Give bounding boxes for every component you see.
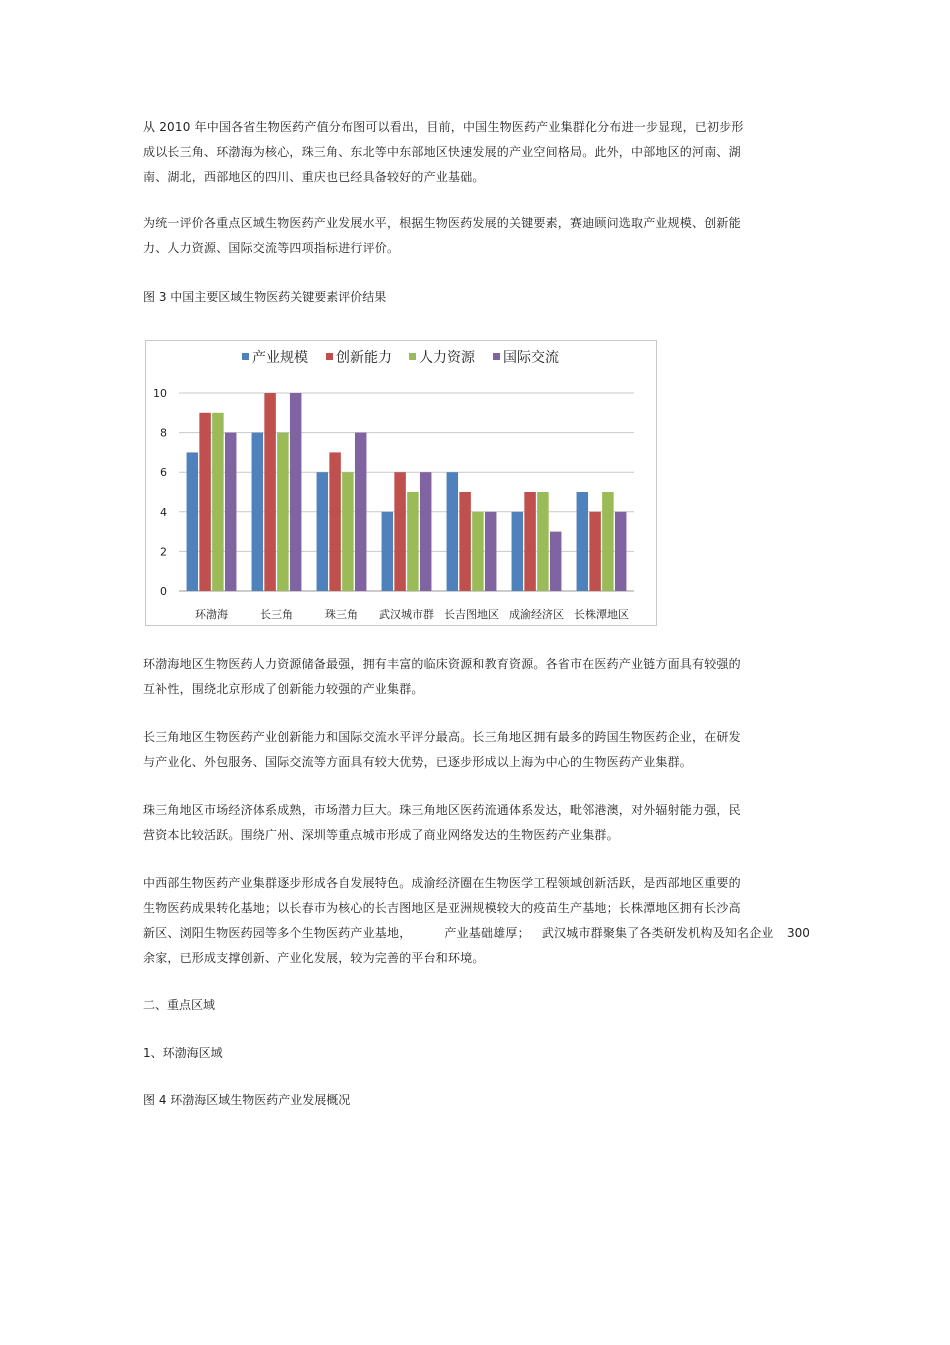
x-category-label: 长三角 bbox=[260, 608, 293, 621]
bar bbox=[199, 413, 211, 591]
text-number-300: 300 bbox=[787, 926, 810, 940]
section-heading-key-regions: 二、重点区域 bbox=[143, 998, 216, 1012]
chart-bars bbox=[187, 393, 627, 591]
legend-label: 人力资源 bbox=[419, 350, 475, 366]
paragraph-evaluation bbox=[143, 211, 743, 261]
bar bbox=[382, 512, 394, 591]
text-segment: 武汉城市群聚集了各类研发机构及知名企业 bbox=[541, 926, 774, 940]
chart-x-axis bbox=[195, 607, 629, 621]
text-segment: 产业基础雄厚； bbox=[444, 926, 530, 940]
bar bbox=[187, 452, 199, 591]
x-category-label: 成渝经济区 bbox=[509, 608, 564, 621]
legend-label: 产业规模 bbox=[252, 350, 308, 366]
bar bbox=[407, 492, 419, 591]
legend-swatch bbox=[409, 353, 416, 360]
bar bbox=[447, 472, 459, 591]
bar bbox=[290, 393, 302, 591]
y-tick-label: 0 bbox=[160, 585, 167, 598]
legend-label: 创新能力 bbox=[336, 350, 392, 366]
bar bbox=[550, 532, 562, 591]
x-category-label: 环渤海 bbox=[195, 608, 228, 621]
y-tick-label: 2 bbox=[160, 545, 167, 559]
text-line: 生物医药成果转化基地；以长春市为核心的长吉图地区是亚洲规模较大的疫苗生产基地；长株潭地区拥有长沙高 bbox=[143, 901, 741, 915]
bar bbox=[264, 393, 276, 591]
bar bbox=[342, 472, 354, 591]
text-line: 互补性，围绕北京形成了创新能力较强的产业集群。 bbox=[143, 682, 424, 696]
bar bbox=[355, 433, 367, 591]
text-line: 环渤海地区生物医药人力资源储备最强，拥有丰富的临床资源和教育资源。各省市在医药产业链方面具有较强的 bbox=[143, 657, 741, 671]
bar bbox=[589, 512, 601, 591]
text-line: 营资本比较活跃。围绕广州、深圳等重点城市形成了商业网络发达的生物医药产业集群。 bbox=[143, 828, 619, 842]
chart-grid bbox=[179, 393, 634, 591]
bar-chart-svg bbox=[146, 341, 656, 625]
x-category-label: 武汉城市群 bbox=[379, 608, 434, 621]
bar bbox=[420, 472, 432, 591]
paragraph-huanbohai bbox=[143, 652, 743, 702]
bar bbox=[317, 472, 329, 591]
paragraph-intro bbox=[143, 115, 743, 190]
bar bbox=[277, 433, 289, 591]
text-segment: 新区、浏阳生物医药园等多个生物医药产业基地， bbox=[143, 926, 412, 940]
text-line: 余家，已形成支撑创新、产业化发展，较为完善的平台和环境。 bbox=[143, 951, 485, 965]
bar bbox=[524, 492, 536, 591]
y-tick-label: 10 bbox=[153, 387, 167, 400]
bar bbox=[472, 512, 484, 591]
text-line: 长三角地区生物医药产业创新能力和国际交流水平评分最高。长三角地区拥有最多的跨国生物医药企业，在研发 bbox=[143, 730, 741, 744]
bar bbox=[252, 433, 263, 591]
bar bbox=[459, 492, 471, 591]
section-heading-huanbohai: 1、环渤海区域 bbox=[143, 1046, 223, 1060]
paragraph-changsanjiao bbox=[143, 725, 743, 775]
bar bbox=[329, 452, 341, 591]
figure-3-caption: 图 3 中国主要区域生物医药关键要素评价结果 bbox=[143, 290, 387, 304]
bar bbox=[615, 512, 627, 591]
text-line: 与产业化、外包服务、国际交流等方面具有较大优势，已逐步形成以上海为中心的生物医药产业集群。 bbox=[143, 755, 693, 769]
legend-swatch bbox=[493, 353, 500, 360]
text-line: 成以长三角、环渤海为核心，珠三角、东北等中东部地区快速发展的产业空间格局。此外，中部地区的河南、湖 bbox=[143, 145, 741, 159]
text-line: 为统一评价各重点区域生物医药产业发展水平，根据生物医药发展的关键要素，赛迪顾问选取产业规模、创新能 bbox=[143, 216, 741, 230]
text-line: 珠三角地区市场经济体系成熟，市场潜力巨大。珠三角地区医药流通体系发达，毗邻港澳，对外辐射能力强，民 bbox=[143, 803, 741, 817]
x-category-label: 长吉图地区 bbox=[444, 608, 499, 621]
y-tick-label: 4 bbox=[160, 505, 167, 519]
bar bbox=[225, 433, 237, 591]
chart-legend bbox=[242, 349, 559, 366]
text-line: 南、湖北，西部地区的四川、重庆也已经具备较好的产业基础。 bbox=[143, 170, 485, 184]
bar bbox=[394, 472, 406, 591]
text-line: 中西部生物医药产业集群逐步形成各自发展特色。成渝经济圈在生物医学工程领域创新活跃，是西部地区重要的 bbox=[143, 876, 741, 890]
legend-swatch bbox=[242, 353, 249, 360]
text-line bbox=[143, 921, 803, 946]
bar bbox=[577, 492, 589, 591]
bar bbox=[537, 492, 549, 591]
paragraph-zhongxibu bbox=[143, 871, 803, 971]
x-category-label: 珠三角 bbox=[325, 608, 358, 621]
y-tick-label: 8 bbox=[160, 426, 167, 440]
x-category-label: 长株潭地区 bbox=[574, 608, 629, 621]
text-line: 从 2010 年中国各省生物医药产值分布图可以看出，目前，中国生物医药产业集群化分布进一步显现，已初步形 bbox=[143, 120, 744, 134]
legend-swatch bbox=[326, 353, 333, 360]
bar-chart bbox=[145, 340, 657, 626]
y-tick-label: 6 bbox=[160, 466, 167, 480]
bar bbox=[602, 492, 614, 591]
bar bbox=[485, 512, 497, 591]
chart-y-axis bbox=[153, 387, 167, 598]
figure-4-caption: 图 4 环渤海区域生物医药产业发展概况 bbox=[143, 1093, 351, 1107]
legend-label: 国际交流 bbox=[503, 350, 559, 366]
paragraph-zhusanjiao bbox=[143, 798, 743, 848]
text-line: 力、人力资源、国际交流等四项指标进行评价。 bbox=[143, 241, 400, 255]
bar bbox=[212, 413, 224, 591]
bar bbox=[512, 512, 524, 591]
